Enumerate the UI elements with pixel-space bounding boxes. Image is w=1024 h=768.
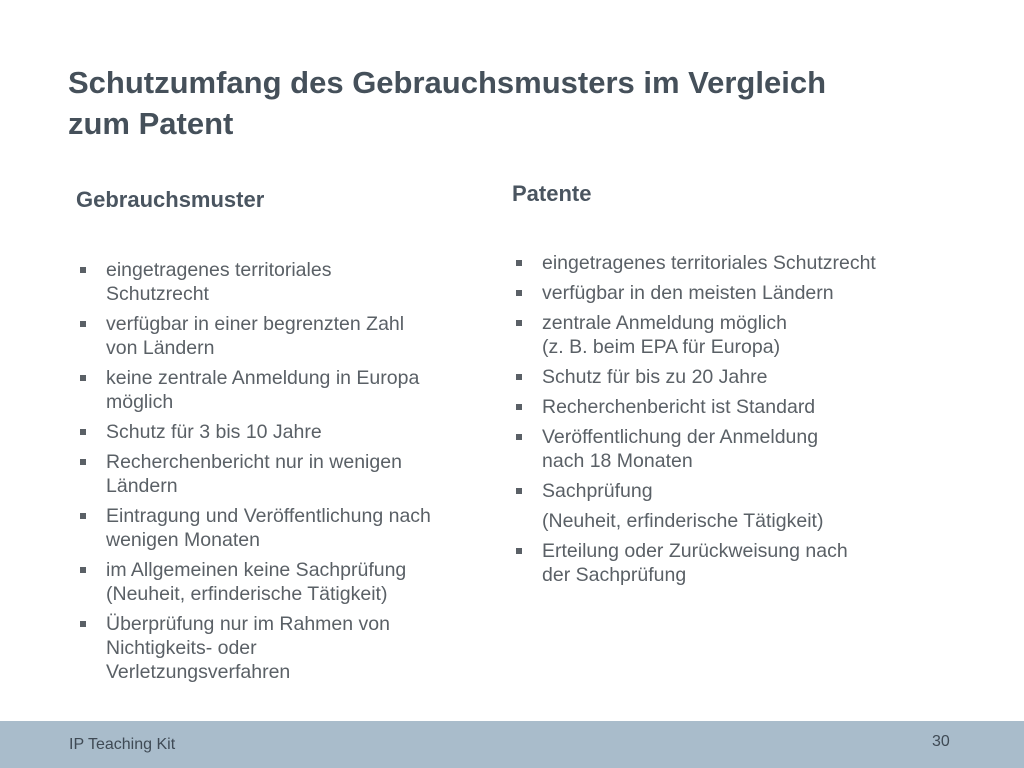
- bullet-square-icon: [516, 260, 522, 266]
- bullet-square-icon: [80, 567, 86, 573]
- list-item: Eintragung und Veröffentlichung nach wenigen Monaten: [76, 504, 496, 552]
- list-item: eingetragenes territoriales Schutzrecht: [76, 258, 496, 306]
- list-item: keine zentrale Anmeldung in Europa möglich: [76, 366, 496, 414]
- page-number: 30: [932, 733, 950, 750]
- bullet-square-icon: [516, 548, 522, 554]
- list-item: Überprüfung nur im Rahmen von Nichtigkeits- oder Verletzungsverfahren: [76, 612, 496, 684]
- list-item: Recherchenbericht ist Standard: [512, 395, 952, 419]
- bullet-square-icon: [516, 320, 522, 326]
- bullet-square-icon: [516, 488, 522, 494]
- bullet-square-icon: [80, 321, 86, 327]
- list-item: eingetragenes territoriales Schutzrecht: [512, 251, 952, 275]
- list-item: Schutz für 3 bis 10 Jahre: [76, 420, 496, 444]
- list-item: im Allgemeinen keine Sachprüfung (Neuheit, erfinderische Tätigkeit): [76, 558, 496, 606]
- bullet-square-icon: [516, 290, 522, 296]
- bullet-square-icon: [80, 267, 86, 273]
- list-item: zentrale Anmeldung möglich (z. B. beim EPA für Europa): [512, 311, 952, 359]
- bullet-square-icon: [80, 459, 86, 465]
- list-item: verfügbar in den meisten Ländern: [512, 281, 952, 305]
- list-item: Recherchenbericht nur in wenigen Ländern: [76, 450, 496, 498]
- bullet-square-icon: [80, 513, 86, 519]
- list-item: verfügbar in einer begrenzten Zahl von Ländern: [76, 312, 496, 360]
- bullet-square-icon: [80, 621, 86, 627]
- list-item: Schutz für bis zu 20 Jahre: [512, 365, 952, 389]
- bullet-square-icon: [80, 429, 86, 435]
- column-heading-patente: Patente: [512, 181, 592, 206]
- bullet-square-icon: [516, 374, 522, 380]
- gebrauchsmuster-column: [76, 183, 496, 690]
- column-heading-gebrauchsmuster: Gebrauchsmuster: [76, 187, 265, 212]
- bullet-square-icon: [80, 375, 86, 381]
- bullet-square-icon: [516, 434, 522, 440]
- patente-list: [512, 251, 952, 587]
- footer-bar: [0, 721, 1024, 768]
- bullet-square-icon: [516, 404, 522, 410]
- footer-label: IP Teaching Kit: [69, 736, 176, 753]
- patente-column: [512, 181, 952, 593]
- list-item: Erteilung oder Zurückweisung nach der Sachprüfung: [512, 539, 952, 587]
- list-item-continuation: (Neuheit, erfinderische Tätigkeit): [542, 510, 824, 532]
- list-item: Sachprüfung: [512, 479, 952, 503]
- list-item: Veröffentlichung der Anmeldung nach 18 Monaten: [512, 425, 952, 473]
- slide-title: Schutzumfang des Gebrauchsmusters im Vergleich zum Patent: [68, 65, 827, 141]
- gebrauchsmuster-list: [76, 258, 496, 684]
